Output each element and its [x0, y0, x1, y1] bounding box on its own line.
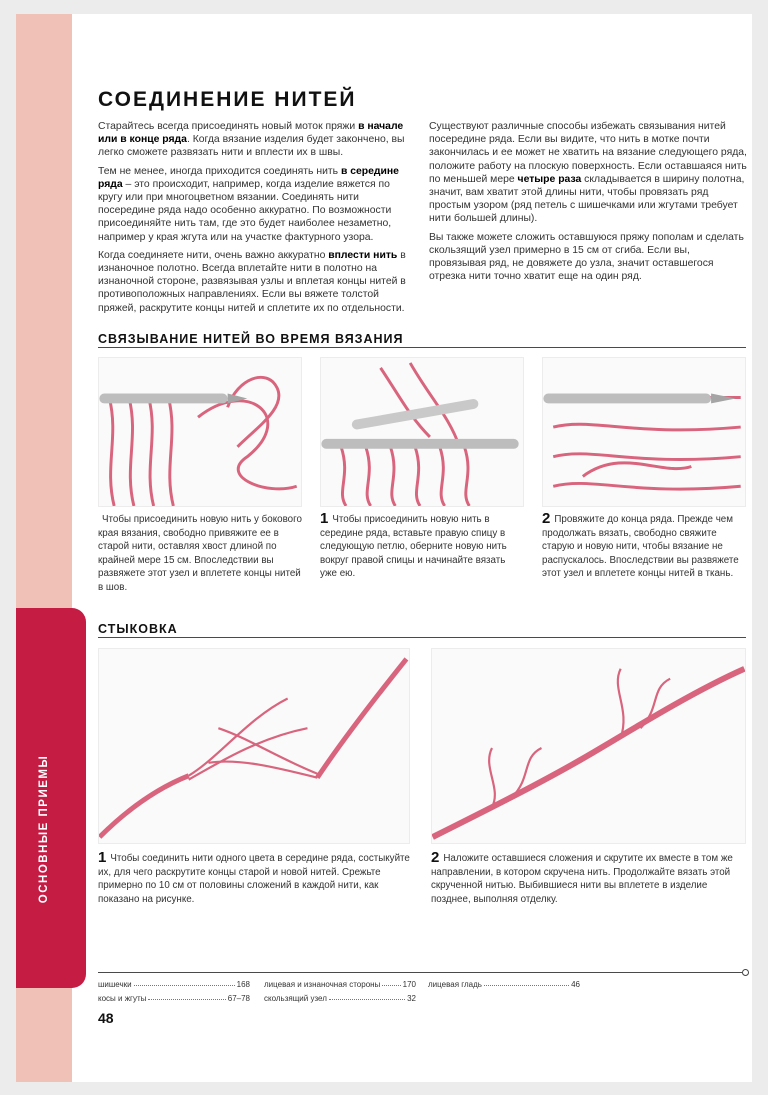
intro-paragraph: Старайтесь всегда присоединять новый моток пряжи в начале или в конце ряда. Когда вязание изделия будет закончено, вы легко сможете развязать нити и вплести их в швы. [98, 121, 405, 159]
footer-rule [98, 972, 742, 973]
index-entry: косы и жгуты 67–78 [98, 994, 250, 1003]
step-number: 1 [98, 849, 107, 866]
figure-joining-row-end [543, 358, 745, 506]
index-entry: лицевая и изнаночная стороны 170 [264, 980, 416, 989]
knitting-needle-illustration [542, 357, 746, 507]
section-heading: СТЫКОВКА [98, 622, 178, 636]
intro-paragraph: Тем не менее, иногда приходится соединять нить в середине ряда – это происходит, например, когда изделие вяжется по кругу или при многоцветном вязании. Соединять нити посередине ряда надо особенно аккуратно. По возможности присоединяйте нить там, где это будет наиболее незаметно, например у края жгута или на участке фактурного узора. [98, 165, 399, 243]
section-heading: СВЯЗЫВАНИЕ НИТЕЙ ВО ВРЕМЯ ВЯЗАНИЯ [98, 332, 404, 346]
footer-rule-end [742, 969, 749, 976]
intro-left-column [98, 120, 416, 320]
figure-caption: 1 Чтобы соединить нити одного цвета в середине ряда, состыкуйте их, для чего раскрутите концы старой и новой нитей. Срежьте примерно по 10 см от половины сложений в каждой нити, как показано на рисунке. [98, 849, 410, 905]
intro-right-column [429, 120, 747, 288]
splice-yarn-illustration [431, 648, 746, 844]
figure-caption: Чтобы присоединить новую нить у бокового края вязания, свободно привяжите ее в старой нити, оставляя хвост длиной по крайней мере 15 см. Впоследствии вы развяжете этот узел и вплетете концы нитей в шов. [98, 514, 302, 593]
figure-caption: 1 Чтобы присоединить новую нить в середине ряда, вставьте правую спицу в следующую петлю, оберните новую нить вокруг правой спицы и начинайте вязать уже ею. [320, 510, 507, 579]
page-number: 48 [98, 1010, 114, 1026]
figure-splice-untwist [99, 649, 409, 843]
figure-joining-middle [321, 358, 523, 506]
page-edge-strip [16, 14, 72, 612]
knitting-needle-illustration [98, 357, 302, 507]
knitting-needle-illustration [320, 357, 524, 507]
page-title: СОЕДИНЕНИЕ НИТЕЙ [98, 88, 357, 111]
figure-joining-edge [99, 358, 301, 506]
section-tab [32, 754, 56, 904]
index-entry: скользящий узел 32 [264, 994, 416, 1003]
intro-paragraph: Когда соединяете нити, очень важно аккуратно вплести нить в изнаночное полотно. Всегда вплетайте нити в полотно на изнаночной стороне, развязывая узлы и вплетая концы нитей в противоположных направлениях. Если вы вяжете толстой пряжей, раскрутите концы нитей и сплетите их по отдельности. [98, 249, 406, 314]
index-entry: шишечки 168 [98, 980, 250, 989]
step-number: 2 [542, 510, 551, 527]
index-entry: лицевая гладь 46 [428, 980, 580, 989]
page-edge-strip-bottom [16, 974, 72, 1082]
step-number: 1 [320, 510, 329, 527]
figure-caption: 2 Наложите оставшиеся сложения и скрутите их вместе в том же направлении, в котором скручена нить. Продолжайте вязать этой скрученной нитью. Выбившиеся нити вы вплетете в изделие позднее, выполняя отделку. [431, 849, 733, 905]
section-tab-label: ОСНОВНЫЕ ПРИЕМЫ [38, 754, 51, 904]
splice-yarn-illustration [98, 648, 410, 844]
step-number: 2 [431, 849, 440, 866]
section-rule [98, 347, 746, 348]
intro-paragraph: Существуют различные способы избежать связывания нитей посередине ряда. Если вы видите, что нить в мотке почти закончилась и ее может не хватить на вязание следующего ряда, положите работу на плоскую поверхность. Если оставшаяся нить по меньшей мере четыре раза складывается в ширину полотна, значит, вам хватит этой длины нити, чтобы провязать ряд простым узором (ряд петель с шишечками или жгутами требует нити большей длины). [429, 121, 747, 225]
intro-paragraph: Вы также можете сложить оставшуюся пряжу пополам и сделать скользящий узел примерно в 15 см от сгиба. Если вы, провязывая ряд, не довяжете до узла, значит оставшегося отрезка нити точно хватит еще на один ряд. [429, 231, 744, 283]
figure-caption: 2 Провяжите до конца ряда. Прежде чем продолжать вязать, свободно свяжите старую и новую нити, чтобы вязание не распускалось. Впоследствии вы развяжете этот узел и вплетете концы нитей в ткань. [542, 510, 739, 579]
figure-splice-twisted [432, 649, 745, 843]
page [16, 14, 752, 1082]
section-rule [98, 637, 746, 638]
